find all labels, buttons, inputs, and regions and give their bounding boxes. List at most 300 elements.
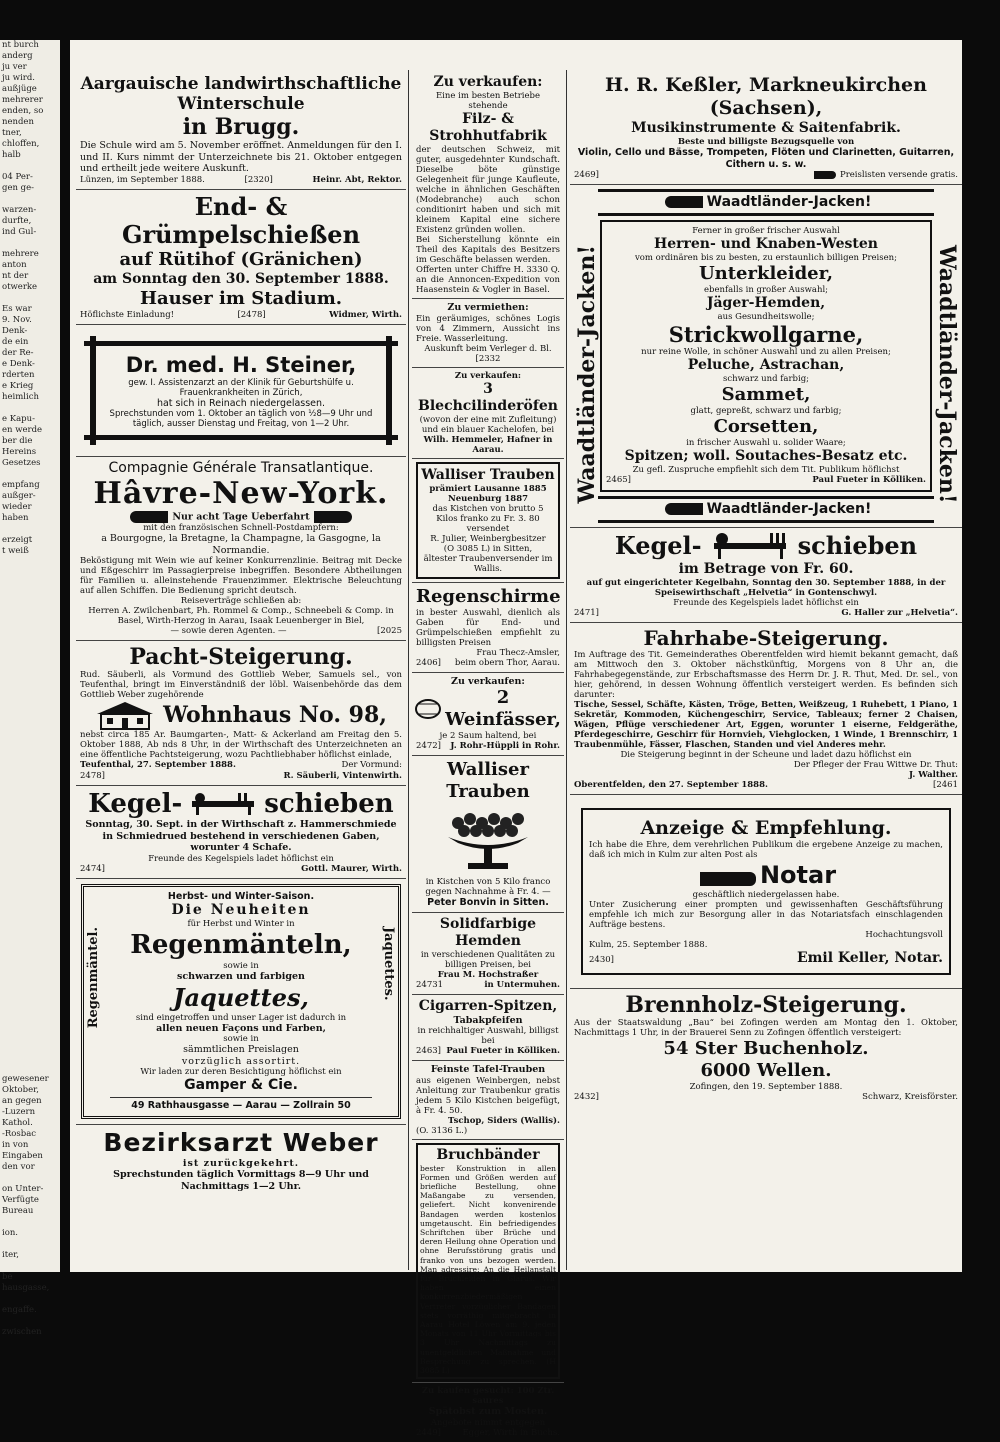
ad-line: auf gut eingerichteter Kegelbahn, Sonntag den 30. September 1888, in der Speisewirthschaft „Helvetia“ in Gontenschwyl.: [586, 578, 946, 598]
left-strip-line: ber die: [2, 436, 33, 446]
ad-title: 3 Blechcilinderöfen: [418, 380, 558, 414]
ad-address: 49 Rathhausgasse — Aarau — Zollrain 50: [110, 1097, 372, 1112]
ornamental-frame: [581, 808, 951, 975]
ad-line: Ich habe die Ehre, dem verehrlichen Publikum die ergebene Anzeige zu machen, daß ich mich in Kulm zur alten Post als: [589, 840, 943, 860]
left-strip-line: [0, 777, 60, 788]
ad-title: Bruchbänder: [436, 1146, 540, 1163]
ad-line: Zu gefl. Zuspruche empfiehlt sich dem Tit. Publikum höflichst: [632, 465, 900, 475]
ad-title: Regenschirme: [416, 585, 561, 607]
left-strip-line: [0, 843, 60, 854]
left-strip-line: [0, 634, 60, 645]
ad-line: (O 3085 L) in Sitten,: [443, 543, 533, 554]
left-strip-line: [0, 623, 60, 634]
ad-line: geschäftlich niedergelassen habe.: [692, 890, 840, 900]
ad-line: aus eigenen Weinbergen, nebst Anleitung zur Traubenkur gratis jedem 5 Kilo Kistchen beigefügt, à Fr. 4. 50.: [416, 1075, 560, 1116]
ad-title: Dr. med. H. Steiner,: [125, 352, 357, 377]
left-strip-line: enden, so: [2, 106, 44, 116]
left-strip-line: an gegen: [2, 1096, 42, 1106]
ad-highlight: 54 Ster Buchenholz.: [663, 1038, 869, 1059]
ad-line: hat sich in Reinach niedergelassen.: [156, 397, 326, 409]
left-strip-line: be: [2, 1272, 13, 1282]
left-strip-line: [0, 1316, 60, 1327]
bordered-box: [416, 462, 560, 579]
ad-title: Jaquettes,: [173, 982, 309, 1012]
left-strip-line: [0, 590, 60, 601]
left-strip-line: [0, 821, 60, 832]
left-strip-line: [0, 678, 60, 689]
ad-signature: Heinr. Abt, Rektor.: [312, 174, 402, 185]
left-strip-line: [0, 975, 60, 986]
ad-line: Hochachtungsvoll: [865, 930, 943, 940]
ad-title: Pacht-Steigerung.: [129, 644, 353, 670]
ad-line: Preislisten versende gratis.: [839, 170, 958, 180]
ad-kessler: [570, 40, 962, 185]
left-strip-line: rderten: [2, 370, 35, 380]
pointing-hand-icon: [665, 503, 703, 515]
ad-spaetobst: [412, 1383, 564, 1442]
left-strip-line: 9. Nov.: [2, 315, 32, 325]
left-strip-line: außjüge: [2, 84, 37, 94]
left-strip-line: [0, 733, 60, 744]
left-strip-line: e Denk-: [2, 359, 35, 369]
left-strip-line: [0, 656, 60, 667]
left-strip-line: ju ver: [2, 62, 27, 72]
house-icon: [95, 700, 155, 730]
ad-tafel: [412, 1061, 564, 1140]
left-strip-line: erzeigt: [2, 535, 33, 545]
ad-line: Ferner in großer frischer Auswahl: [692, 226, 840, 236]
left-strip-line: [0, 909, 60, 920]
ad-number: 2478]: [80, 771, 105, 781]
left-strip-line: e Kapu-: [2, 414, 35, 424]
left-strip-line: [0, 1063, 60, 1074]
ad-schiessen: [76, 190, 406, 325]
ad-signature: Egger, Wirth in Buchs.: [462, 1427, 560, 1438]
pointing-hand-icon: [665, 196, 703, 208]
ad-role: Der Vormund:: [341, 760, 402, 770]
left-strip-line: durfte,: [2, 216, 32, 226]
left-strip-line: [0, 755, 60, 766]
left-strip-line: [0, 293, 60, 304]
ad-number: [2025: [377, 626, 402, 636]
ad-line: in verschiedenen Qualitäten zu billigen Preisen, bei: [420, 949, 556, 970]
left-strip-line: tner,: [2, 128, 22, 138]
ad-waadtlaender: [570, 185, 962, 528]
ad-line: J. Walther.: [909, 770, 958, 780]
left-strip-line: ju wird.: [2, 73, 36, 83]
left-strip-line: on Unter-: [2, 1184, 44, 1194]
pointing-hand-icon: [130, 511, 168, 523]
left-strip-line: [0, 667, 60, 678]
ad-schirme: [412, 583, 564, 673]
ad-line: sowie in: [223, 1034, 259, 1044]
ad-line: Auskunft beim Verleger d. Bl. [2332: [424, 343, 552, 364]
left-strip-line: [0, 238, 60, 249]
ad-cigarren: [412, 995, 564, 1062]
ad-signature: Gottl. Maurer, Wirth.: [301, 863, 402, 874]
ad-line: Reiseverträge schließen ab:: [180, 596, 302, 606]
ad-title: Regenmänteln,: [130, 930, 352, 960]
ad-place: Teufenthal, 27. September 1888.: [80, 760, 236, 770]
left-strip-line: [0, 601, 60, 612]
left-strip-line: [0, 788, 60, 799]
left-strip-line: en werde: [2, 425, 43, 435]
ad-number: 2463]: [416, 1046, 441, 1056]
ad-title: Walliser Trauben: [446, 759, 530, 802]
ad-line: ältester Traubenversender im Wallis.: [423, 553, 553, 574]
left-strip-line: otwerke: [2, 282, 38, 292]
left-strip-line: [0, 722, 60, 733]
ad-line: Tische, Sessel, Schäfte, Kästen, Tröge, Betten, Weißzeug, 1 Ruhebett, 1 Piano, 1 Sekretär, Kommoden, Küchengeschirr, Service, Tableaux; ferner 2 Chaisen, Wägen, Pflüge verschiedener Art, Eggen, worunter 1 eiserne, Feldgeräthe, Pferdegeschirre, Geschirr für Hornvieh, Viehglocken, 1 Winde, 1 Brennschirr, 1 Traubenmühle, Fässer, Flaschen, Standen und viel Anderes mehr.: [574, 700, 958, 750]
ad-line: Unter Zusicherung einer prompten und gewissenhaften Geschäftsführung empfehle ich mich zur Besorgung aller in das Notariatsfach einschlagenden Aufträge bestens.: [589, 900, 943, 930]
ad-item: Peluche, Astrachan,: [687, 357, 845, 373]
left-strip-line: [0, 810, 60, 821]
banner-text: Waadtländer-Jacken!: [706, 501, 872, 517]
left-strip-line: [0, 887, 60, 898]
ad-line: Sonntag, 30. Sept. in der Wirthschaft z. Hammerschmiede in Schmiedrued bestehend in verschiedenen Gaben, worunter 4 Schafe.: [85, 819, 397, 853]
left-page-strip: [0, 40, 60, 1337]
ad-line: in Kistchen von 5 Kilo franco gegen Nachnahme à Fr. 4. —: [425, 877, 551, 897]
ad-item: Jäger-Hemden,: [706, 295, 826, 311]
ad-notar: [570, 795, 962, 989]
left-strip-line: [0, 865, 60, 876]
column-rule: [566, 70, 567, 1270]
left-strip-line: 04 Per-: [2, 172, 33, 182]
ad-line: Ein geräumiges, schönes Logis von 4 Zimmern, Aussicht ins Freie. Wasserleitung.: [416, 313, 560, 344]
ad-line: sowie in: [223, 961, 259, 971]
column-right: [570, 40, 962, 1272]
ad-weber: [76, 1125, 406, 1196]
left-strip-line: [0, 799, 60, 810]
left-strip-line: [0, 524, 60, 535]
left-strip-line: [0, 700, 60, 711]
left-strip-line: [0, 931, 60, 942]
ad-line: der deutschen Schweiz, mit guter, ausgedehnter Kundschaft. Dieselbe böte günstige Gelegenheit für junge Kaufleute, welche in ähnlichen Geschäften (Modebranche) auch schon conditionirt haben und sich mit kleinem Kapital eine sichere Existenz gründen wollen.: [416, 145, 560, 235]
ornamental-frame: [81, 884, 401, 1119]
ad-line: Frau Thecz-Amsler,: [476, 647, 560, 658]
ad-signature: Wilh. Hemmeler, Hafner in Aarau.: [423, 434, 553, 455]
ad-line: Offerten unter Chiffre H. 3330 Q. an die Annoncen-Expedition von Haasenstein & Vogler in Basel.: [416, 265, 560, 295]
ad-kegel-2: [570, 528, 962, 623]
left-strip-line: [0, 1030, 60, 1041]
ad-line: Freunde des Kegelspiels ladet höflichst ein: [148, 853, 334, 864]
bowling-alley-icon: [710, 531, 790, 561]
ad-line: — sowie deren Agenten. —: [170, 626, 287, 636]
left-strip-line: gen ge-: [2, 183, 34, 193]
ad-item: Sammet,: [721, 384, 811, 405]
left-strip-line: [0, 1294, 60, 1305]
ad-title: H. R. Keßler, Markneukirchen (Sachsen),: [605, 74, 927, 119]
ad-item: Herren- und Knaben-Westen: [654, 236, 878, 252]
ad-company: Compagnie Générale Transatlantique.: [108, 460, 374, 476]
ad-head: Zu verkaufen:: [454, 370, 522, 381]
ad-line: Beste und billigste Bezugsquelle von: [677, 137, 855, 147]
ad-gamper: [76, 879, 406, 1125]
ad-line: allen neuen Façons und Farben,: [156, 1022, 326, 1034]
left-strip-line: warzen-: [2, 205, 37, 215]
ad-line: glatt, gepreßt, schwarz und farbig;: [690, 406, 842, 416]
ad-number: [2320]: [244, 174, 273, 185]
ad-item: Strickwollgarne,: [668, 322, 864, 347]
ad-title: End- & Grümpelschießen: [121, 191, 361, 249]
ad-line: Rud. Säuberli, als Vormund des Gottlieb Weber, Samuels sel., von Teufenthal, bringt im Einverständniß der löbl. Waisenbehörde das dem Gottlieb Weber zugehörende: [80, 670, 402, 700]
side-banner: Waadtländer-Jacken!: [574, 245, 600, 504]
ad-line: mit den französischen Schnell-Postdampfern:: [143, 523, 339, 533]
ad-firm: Gamper & Cie.: [184, 1077, 298, 1093]
left-strip-line: [0, 194, 60, 205]
left-strip-line: [0, 766, 60, 777]
ad-title: Hâvre-New-York.: [93, 476, 389, 511]
left-strip-line: [0, 876, 60, 887]
ad-line: aus Gesundheitswolle;: [717, 312, 815, 322]
ad-place: Zofingen, den 19. September 1888.: [689, 1082, 843, 1092]
ad-title: in Brugg.: [182, 114, 300, 140]
left-strip-line: nt der: [2, 271, 29, 281]
ad-body: Die Schule wird am 5. November eröffnet. Anmeldungen für den I. und II. Kurs nimmt der Unterzeichnete bis 21. Oktober entgegen und ertheilt jede weitere Auskunft.: [80, 140, 402, 174]
ad-award: Neuenburg 1887: [447, 493, 529, 504]
left-strip-line: heimlich: [2, 392, 39, 402]
left-strip-line: anton: [2, 260, 27, 270]
left-strip-line: [0, 920, 60, 931]
ad-line: in bester Auswahl, dienlich als Gaben für End- und Grümpelschießen empfiehlt zu billigsten Preisen: [416, 607, 560, 648]
banner-text: Waadtländer-Jacken!: [706, 194, 872, 210]
ad-line: bester Konstruktion in allen Formen und Größen werden auf briefliche Bestellung, ohne Maßangabe zu versenden, geliefert. Nicht konvenirende Bandagen werden kostenlos umgetauscht. Ein befriedigendes Schriftchen über Brüche und deren Heilung ohne Operation und ohne Berufsstörung gratis und franko von uns bezogen werden. Man adressire: An die Heilanstalt für Bruchleiden in Glarus. Wir haben einen konkurrenzbiedermäßigen Vertreter vorzüglicher Bandagen stets vorräthig mitgebracht in Aarau Hotel Löwen am 9. jeden Monats von 11 Uhr Vormittags bis 3 Uhr Nachmittags zu unentgeldlichen Maßnahme und Besprechung zu sprechen. (H 3085 L): [420, 1163, 556, 1375]
banner-heading: [598, 189, 934, 216]
ad-line: vorzüglich assortirt.: [181, 1055, 301, 1067]
newspaper-page: [70, 40, 962, 1438]
ad-line: beim obern Thor, Aarau.: [454, 657, 560, 668]
ad-line: schwarzen und farbigen: [177, 971, 305, 982]
ad-number: 2469]: [574, 170, 599, 180]
left-strip-line: [0, 403, 60, 414]
ad-line: in Untermuhen.: [484, 979, 560, 990]
ad-steiner: [76, 325, 406, 458]
ad-number: [2478]: [237, 309, 266, 320]
left-strip-line: [0, 1217, 60, 1228]
left-strip-line: Es war: [2, 304, 32, 314]
left-strip-line: iter,: [2, 1250, 19, 1260]
ad-subtitle: Tabakpfeifen: [453, 1014, 523, 1026]
left-strip-line: in von: [2, 1140, 29, 1150]
left-strip-line: [0, 854, 60, 865]
ad-number: 2474]: [80, 863, 105, 874]
ad-item: Spitzen; woll. Soutaches-Besatz etc.: [624, 448, 908, 464]
left-strip-line: Denk-: [2, 326, 28, 336]
ad-line: Die Neuheiten: [171, 902, 311, 918]
ad-location: Hauser im Stadium.: [139, 287, 343, 309]
left-strip-line: [0, 942, 60, 953]
left-strip-line: Eingaben: [2, 1151, 43, 1161]
ad-line: Violin, Cello und Bässe, Trompeten, Flöten und Clarinetten, Guitarren, Cithern u. s. w.: [577, 147, 955, 170]
ad-title: Walliser Trauben: [421, 466, 555, 483]
ad-signature: Paul Fueter in Kölliken.: [446, 1046, 560, 1056]
ad-signature: R. Säuberli, Vintenwirth.: [283, 771, 402, 781]
ad-number: 2430]: [589, 955, 614, 965]
ad-line: (O. 3136 L.): [416, 1125, 468, 1136]
left-strip-line: zwischen: [2, 1327, 42, 1337]
ad-subtitle: Musikinstrumente & Saitenfabrik.: [631, 120, 901, 136]
left-strip-line: -Luzern: [2, 1107, 36, 1117]
ad-line: Beköstigung mit Wein wie auf keiner Konkurrenzlinie. Beitrag mit Decke und Eßgeschirr im Passagierpreise inbegriffen. Besondere Abtheilungen für Familien u. alleinstehende Frauenzimmer. Elektrische Beleuchtung auf allen Schiffen. Die Bedienung spricht deutsch.: [80, 556, 402, 596]
column-middle: [412, 40, 564, 1438]
ad-title: Notar: [759, 861, 837, 889]
ad-number: 2449]: [416, 1427, 441, 1438]
ad-highlight: im Betrage von Fr. 60.: [678, 561, 854, 577]
ad-line: in reichhaltiger Auswahl, billigst bei: [417, 1026, 559, 1046]
left-strip-line: [0, 1173, 60, 1184]
black-frame: [84, 341, 398, 441]
ad-signature: Schwarz, Kreisförster.: [862, 1092, 958, 1102]
left-strip-line: [0, 1261, 60, 1272]
ad-line: schwarz und farbig;: [722, 374, 810, 384]
left-strip-line: gewesener: [2, 1074, 49, 1084]
left-strip-line: Kathol.: [2, 1118, 33, 1128]
side-label: Jaquettes.: [381, 926, 396, 1001]
left-strip-line: [0, 898, 60, 909]
ad-line: Frau M. Hochstraßer: [437, 969, 539, 980]
ad-head: Zu kaufen gesucht: 100 Ztr. saures: [421, 1386, 555, 1407]
ad-title: Anzeige & Empfehlung.: [640, 817, 892, 839]
ad-head: Zu vermiethen:: [447, 302, 529, 313]
ad-title: Brennholz-Steigerung.: [625, 992, 907, 1018]
left-strip-line: [0, 645, 60, 656]
ad-signature: G. Haller zur „Helvetia“.: [841, 608, 958, 618]
ad-place: Oberentfelden, den 27. September 1888.: [574, 780, 768, 790]
left-strip-line: anderg: [2, 51, 33, 61]
left-strip-line: Oktober,: [2, 1085, 39, 1095]
ad-line: Aus der Staatswaldung „Bau“ bei Zofingen werden am Montag den 1. Oktober, Nachmittags 1 Uhr, in der Brauerei Senn zu Zofingen öffentlich versteigert:: [574, 1018, 958, 1038]
left-strip-line: engaffe.: [2, 1305, 37, 1315]
pointing-hand-icon: [314, 511, 352, 523]
ad-head: Zu verkaufen:: [433, 74, 543, 90]
ad-line: Im Auftrage des Tit. Gemeinderathes Oberentfelden wird hiemit bekannt gemacht, daß am Mittwoch den 3. Oktober nächstkünftig, Morgens von 8 Uhr an, die Fahrhabegegenstände, zur Erbschaftsmasse des Herrn Dr. J. R. Thut, Med. Dr. sel., von hier, gehörend, in dessen Wohnung öffentlich versteigert werden. Es befinden sich darunter:: [574, 650, 958, 700]
ad-bruch: [412, 1140, 564, 1384]
bordered-box: [600, 220, 932, 492]
ad-award: prämiert Lausanne 1885: [429, 483, 547, 494]
left-strip-line: der Re-: [2, 348, 34, 358]
ad-line: in frischer Auswahl u. solider Waare;: [686, 438, 846, 448]
ad-date: am Sonntag den 30. September 1888.: [93, 270, 389, 287]
left-strip-line: [0, 986, 60, 997]
ad-line: für Herbst und Winter in: [187, 919, 295, 929]
ad-line: ebenfalls in großer Auswahl;: [703, 285, 829, 295]
left-strip-line: e Krieg: [2, 381, 34, 391]
ad-season: Herbst- und Winter-Saison.: [167, 890, 315, 902]
ad-line: das Kistchen von brutto 5 Kilos franko zu Fr. 3. 80 versendet: [432, 503, 544, 534]
ad-item: Corsetten,: [713, 416, 819, 437]
left-strip-line: ind Gul-: [2, 227, 37, 237]
ad-invite: Höflichste Einladung!: [80, 309, 175, 320]
ad-line: Tschop, Siders (Wallis).: [448, 1115, 560, 1126]
side-label: Regenmäntel.: [86, 926, 101, 1028]
bordered-box: [416, 1143, 560, 1380]
ad-line: nebst circa 185 Ar. Baumgarten-, Matt- & Ackerland am Freitag den 5. Oktober 1888, Ab nds 8 Uhr, in der Wirthschaft des Unterzeichneten an eine öffentliche Pachtsteigerung, wozu Pachtliebhaber höflichst einlade,: [80, 730, 402, 760]
left-strip-line: [0, 689, 60, 700]
left-strip-line: Gesetzes: [2, 458, 41, 468]
ad-title: Aargauische landwirthschaftliche Winterschule: [80, 74, 402, 114]
ad-walliser-2: [412, 756, 564, 913]
left-strip-line: den vor: [2, 1162, 35, 1172]
ad-number: 2465]: [606, 475, 631, 485]
pointing-hand-icon: [814, 171, 836, 179]
left-strip-line: [0, 568, 60, 579]
ad-title: Cigarren-Spitzen,: [418, 997, 558, 1014]
ad-subtitle: auf Rütihof (Gränichen): [119, 248, 363, 270]
ad-line: sämmtlichen Preislagen: [183, 1044, 299, 1055]
ad-line: Sprechstunden täglich Vormittags 8—9 Uhr und Nachmittags 1—2 Uhr.: [113, 1169, 369, 1192]
ad-title: Filz- & Strohhutfabrik: [429, 111, 547, 144]
pointing-hand-icon: [700, 872, 756, 886]
left-strip-line: nenden: [2, 117, 34, 127]
left-strip-line: nt burch: [2, 40, 39, 50]
ad-line: a Bourgogne, la Bretagne, la Champagne, la Gasgogne, la Normandie.: [101, 533, 381, 556]
ad-signature: Paul Fueter in Kölliken.: [812, 475, 926, 485]
left-strip-line: [0, 612, 60, 623]
left-strip-line: [0, 1019, 60, 1030]
ad-subtitle: Nur acht Tage Ueberfahrt: [172, 511, 310, 523]
ad-line: nur reine Wolle, in schöner Auswahl und zu allen Preisen;: [641, 347, 891, 357]
barrel-icon: [415, 699, 441, 719]
left-strip-line: [0, 997, 60, 1008]
ad-signature: Widmer, Wirth.: [329, 309, 402, 320]
ad-head: Zu verkaufen:: [451, 675, 525, 687]
side-banner: Waadtländer-Jacken!: [934, 245, 960, 504]
column-left: [76, 40, 406, 1272]
ad-title: Solidfarbige Hemden: [439, 915, 537, 949]
left-strip-line: [0, 953, 60, 964]
left-strip-line: Verfügte: [2, 1195, 39, 1205]
ad-oefen: [412, 368, 564, 459]
left-strip-line: [0, 1041, 60, 1052]
ad-line: gew. I. Assistenzarzt an der Klinik für Geburtshülfe u. Frauenkrankheiten in Zürich,: [128, 377, 354, 398]
ad-line: Die Steigerung beginnt in der Scheune und ladet dazu höflichst ein: [620, 750, 912, 760]
ad-line: Angebote nimmt entgegen: [430, 1417, 546, 1428]
left-strip-line: halb: [2, 150, 21, 160]
left-strip-line: [0, 1052, 60, 1063]
ad-line: (wovon der eine mit Zufleitung) und ein blauer Kachelofen, bei: [419, 414, 557, 435]
ad-title: Kegel-: [88, 789, 183, 819]
ad-hemden: [412, 913, 564, 995]
left-strip-line: wieder: [2, 502, 32, 512]
left-strip-line: -Rosbac: [2, 1129, 37, 1139]
banner-heading: [598, 496, 934, 523]
ad-line: je 2 Saum haltend, bei: [439, 731, 537, 741]
ad-winterschule: [76, 40, 406, 190]
grape-bowl-illustration: [428, 803, 548, 873]
left-strip-line: hausgasse,: [2, 1283, 50, 1293]
left-strip-line: [0, 832, 60, 843]
ad-line: Herren A. Zwilchenbart, Ph. Rommel & Comp., Schneebeli & Comp. in Basel, Wirth-Herzog in Aarau, Isaak Leuenberger in Biel,: [88, 606, 394, 626]
left-strip-line: [0, 469, 60, 480]
ad-title: schieben: [264, 789, 394, 819]
ad-line: Sprechstunden vom 1. Oktober an täglich von ½8—9 Uhr und täglich, ausser Dienstag und Freitag, von 1—2 Uhr.: [109, 409, 373, 429]
ad-signature: Peter Bonvin in Sitten.: [427, 897, 549, 908]
left-strip-line: [0, 711, 60, 722]
ad-title: Bezirksarzt Weber: [103, 1127, 379, 1157]
ad-title: Fahrhabe-Steigerung.: [643, 626, 889, 650]
ad-number: [2461: [933, 780, 958, 790]
ad-number: 2432]: [574, 1092, 599, 1102]
ad-line: Freunde des Kegelspiels ladet höflichst ein: [673, 598, 859, 608]
left-strip-line: [0, 161, 60, 172]
ad-kegel: [76, 786, 406, 879]
ad-logis: [412, 299, 564, 368]
ad-havre: [76, 457, 406, 641]
ad-title: schieben: [797, 531, 918, 560]
left-strip-line: [0, 1008, 60, 1019]
ad-brennholz: [570, 989, 962, 1106]
left-strip-line: [0, 964, 60, 975]
